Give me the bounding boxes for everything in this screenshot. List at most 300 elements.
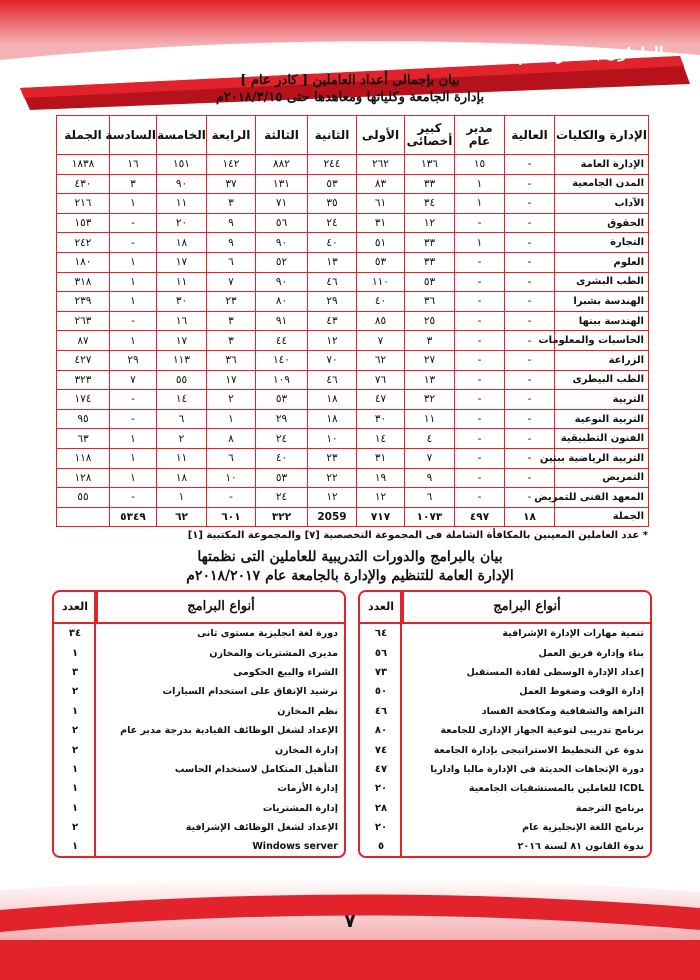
- programs-header-name: أنواع البرامج: [187, 599, 255, 614]
- count-cell: ١٧: [157, 252, 207, 272]
- count-cell: ١: [110, 468, 157, 488]
- unit-name-cell: المعهد الفنى للتمريض: [555, 488, 649, 508]
- count-cell: ٧: [207, 272, 256, 292]
- count-cell: ١٤٠: [256, 350, 308, 370]
- count-cell: ٣٣: [405, 174, 455, 194]
- table-row: [57, 252, 649, 272]
- count-cell: -: [455, 390, 505, 410]
- program-row: [360, 760, 650, 779]
- program-row: [360, 818, 650, 837]
- staff-table-header-cell: الثالثة: [256, 116, 308, 155]
- staff-table-header-cell: الجملة: [57, 116, 110, 155]
- count-cell: ٩٥: [57, 409, 110, 429]
- count-cell: ١١٠: [357, 272, 405, 292]
- count-cell: -: [455, 311, 505, 331]
- count-cell: ٣٢٢: [256, 507, 308, 527]
- table-row: [57, 468, 649, 488]
- program-count: ٥: [377, 841, 385, 853]
- count-cell: ٧: [405, 448, 455, 468]
- program-name: ترشيد الإنفاق على استخدام السيارات: [162, 686, 338, 698]
- programs-title-line1: بيان بالبرامج والدورات التدريبية للعاملين التى نظمتها: [197, 549, 503, 565]
- count-cell: ١٩: [357, 468, 405, 488]
- count-cell: -: [110, 311, 157, 331]
- unit-name-cell: التمريض: [555, 468, 649, 488]
- program-name: Windows server: [252, 841, 338, 853]
- count-cell: ٨: [207, 429, 256, 449]
- unit-name-cell: الزراعة: [555, 350, 649, 370]
- count-cell: ١٠٩: [256, 370, 308, 390]
- count-cell: ٥٣: [256, 390, 308, 410]
- count-cell: -: [455, 488, 505, 508]
- count-cell: ١: [110, 429, 157, 449]
- program-count: ٣٤: [68, 628, 82, 640]
- count-cell: ٨٥: [357, 311, 405, 331]
- count-cell: -: [110, 390, 157, 410]
- count-cell: -: [455, 213, 505, 233]
- program-count: ١: [71, 763, 79, 775]
- count-cell: -: [505, 331, 555, 351]
- programs-header: [54, 592, 344, 624]
- count-cell: ٣٢٣: [57, 370, 110, 390]
- count-cell: ٢: [207, 390, 256, 410]
- count-cell: ٧٦: [357, 370, 405, 390]
- program-row: [360, 799, 650, 818]
- programs-header-name: أنواع البرامج: [493, 599, 561, 614]
- count-cell: [57, 507, 110, 527]
- count-cell: ٥٥: [157, 370, 207, 390]
- count-cell: ٤٦: [308, 272, 357, 292]
- count-cell: ٦: [207, 252, 256, 272]
- count-cell: -: [505, 233, 555, 253]
- count-cell: -: [207, 488, 256, 508]
- staff-table-header-cell: الثانية: [308, 116, 357, 155]
- count-cell: -: [505, 468, 555, 488]
- count-cell: ٤٣: [308, 311, 357, 331]
- count-cell: -: [505, 213, 555, 233]
- program-name: برنامج اللغة الإنجليزية عام: [522, 822, 644, 834]
- program-count: ٥٠: [374, 686, 388, 698]
- count-cell: ٣٧: [207, 174, 256, 194]
- count-cell: ٨٨٢: [256, 155, 308, 175]
- count-cell: -: [505, 252, 555, 272]
- count-cell: ٢٠: [157, 213, 207, 233]
- count-cell: ٣: [207, 331, 256, 351]
- count-cell: ٢٤: [256, 429, 308, 449]
- program-name: مديرى المشتريات والمخازن: [209, 647, 338, 659]
- count-cell: ٣٦: [207, 350, 256, 370]
- count-cell: -: [110, 409, 157, 429]
- count-cell: ٦٢: [357, 350, 405, 370]
- count-cell: ٥٢: [256, 252, 308, 272]
- footnote: * عدد العاملين المعينين بالمكافأة الشاملة فى المجموعة التخصصية [٧] والمجموعة المكتبية [١]: [187, 530, 648, 541]
- program-name: برنامج الترجمة: [575, 802, 644, 814]
- header-year: ٢٠١٨/٢٠١٧: [59, 62, 134, 82]
- count-cell: ٢٥: [405, 311, 455, 331]
- program-row: [54, 837, 344, 856]
- count-cell: ٣٣: [405, 252, 455, 272]
- count-cell: ٨٧: [57, 331, 110, 351]
- program-row: [360, 663, 650, 682]
- table-row: [57, 448, 649, 468]
- count-cell: -: [505, 155, 555, 175]
- count-cell: ١٨: [505, 507, 555, 527]
- count-cell: -: [110, 488, 157, 508]
- table-row: [57, 155, 649, 175]
- count-cell: ١٤: [357, 429, 405, 449]
- count-cell: ١١: [157, 272, 207, 292]
- count-cell: ٢٣٩: [57, 292, 110, 312]
- count-cell: ١٧: [207, 370, 256, 390]
- count-cell: ٣٣: [405, 233, 455, 253]
- count-cell: ٢: [157, 429, 207, 449]
- program-name: دورة الإتجاهات الحديثة فى الإدارة ماليا واداريا: [430, 763, 644, 775]
- count-cell: ٩٠: [256, 233, 308, 253]
- unit-name-cell: الإدارة العامة: [555, 155, 649, 175]
- count-cell: ٣١: [357, 213, 405, 233]
- count-cell: ٧١٧: [357, 507, 405, 527]
- program-count: ١: [71, 705, 79, 717]
- count-cell: -: [455, 429, 505, 449]
- count-cell: -: [455, 409, 505, 429]
- program-name: إدارة الأزمات: [277, 783, 338, 795]
- count-cell: -: [505, 409, 555, 429]
- count-cell: ١٥١: [157, 155, 207, 175]
- count-cell: ٦: [405, 488, 455, 508]
- unit-name-cell: الحاسبات والمعلومات: [555, 331, 649, 351]
- count-cell: ٦: [207, 448, 256, 468]
- count-cell: ٢٩: [308, 292, 357, 312]
- staff-table-header-cell: الرابعة: [207, 116, 256, 155]
- count-cell: ٢٢: [308, 468, 357, 488]
- count-cell: ٤٠: [256, 448, 308, 468]
- count-cell: ٢٧: [405, 350, 455, 370]
- program-name: ICDL للعاملين بالمستشفيات الجامعية: [468, 783, 644, 795]
- count-cell: ١١: [157, 448, 207, 468]
- count-cell: ٦١: [357, 194, 405, 214]
- unit-name-cell: الجملة: [555, 507, 649, 527]
- count-cell: 2059: [308, 507, 357, 527]
- program-count: ٧٣: [374, 666, 388, 678]
- count-cell: -: [455, 448, 505, 468]
- count-cell: ٢٩: [110, 350, 157, 370]
- program-name: الشراء والبيع الحكومى: [233, 666, 338, 678]
- count-cell: ١١٣: [157, 350, 207, 370]
- count-cell: ٢٦٣: [57, 311, 110, 331]
- count-cell: ١٥: [455, 155, 505, 175]
- table-row: [57, 272, 649, 292]
- count-cell: ٥٦: [256, 213, 308, 233]
- staff-title-line2: بإدارة الجامعة وكلياتها ومعاهدها حتى ٢٠١٨/٣/١٥م: [215, 90, 485, 105]
- table-row: [57, 331, 649, 351]
- count-cell: ٢٣: [207, 292, 256, 312]
- unit-name-cell: الآداب: [555, 194, 649, 214]
- count-cell: ٨٠: [256, 292, 308, 312]
- count-cell: ١: [110, 448, 157, 468]
- count-cell: ٢٤٤: [308, 155, 357, 175]
- count-cell: ١٠: [308, 429, 357, 449]
- page-number: ٧: [344, 911, 356, 932]
- count-cell: ٤٩٧: [455, 507, 505, 527]
- count-cell: ٩٠: [256, 272, 308, 292]
- staff-table-body: [57, 155, 649, 527]
- count-cell: -: [455, 331, 505, 351]
- count-cell: ٤٢٧: [57, 350, 110, 370]
- program-name: دورة لغة انجليزية مستوى ثانى: [197, 628, 338, 640]
- count-cell: ٩: [207, 213, 256, 233]
- count-cell: -: [505, 174, 555, 194]
- program-count: ١: [71, 802, 79, 814]
- count-cell: ٢٤٢: [57, 233, 110, 253]
- program-row: [360, 779, 650, 798]
- count-cell: ٣: [207, 194, 256, 214]
- staff-table-header-cell: مدير عام: [455, 116, 505, 155]
- table-row: [57, 488, 649, 508]
- count-cell: ٣١٨: [57, 272, 110, 292]
- program-name: ندوة عن التخطيط الاستراتيجى بإدارة الجامعة: [433, 744, 644, 756]
- program-row: [54, 818, 344, 837]
- program-name: إعداد الإدارة الوسطى لقادة المستقبل: [466, 666, 644, 678]
- count-cell: ٥٣: [308, 174, 357, 194]
- count-cell: ٣٠: [357, 409, 405, 429]
- count-cell: ١٣: [405, 370, 455, 390]
- table-row: [57, 311, 649, 331]
- programs-header-count: العدد: [54, 592, 98, 622]
- program-count: ٥٦: [374, 647, 388, 659]
- count-cell: ٩: [207, 233, 256, 253]
- program-row: [54, 643, 344, 662]
- count-cell: ١١: [405, 409, 455, 429]
- program-row: [54, 779, 344, 798]
- program-count: ٢٠: [374, 783, 388, 795]
- count-cell: ١: [207, 409, 256, 429]
- count-cell: ٤٧: [357, 390, 405, 410]
- program-name: إدارة الوقت وضغوط العمل: [519, 686, 644, 698]
- count-cell: ٤: [405, 429, 455, 449]
- count-cell: ١٨: [157, 233, 207, 253]
- program-row: [54, 624, 344, 643]
- count-cell: ٦: [157, 409, 207, 429]
- count-cell: -: [455, 272, 505, 292]
- count-cell: ١٤: [157, 390, 207, 410]
- count-cell: ٢٣: [308, 448, 357, 468]
- count-cell: ١٨: [308, 390, 357, 410]
- count-cell: ٣١: [357, 448, 405, 468]
- unit-name-cell: التربية النوعية: [555, 409, 649, 429]
- count-cell: ٨٣: [357, 174, 405, 194]
- count-cell: -: [455, 350, 505, 370]
- count-cell: ٣: [405, 331, 455, 351]
- count-cell: ١: [110, 292, 157, 312]
- program-row: [360, 643, 650, 662]
- count-cell: -: [505, 429, 555, 449]
- count-cell: ١: [110, 194, 157, 214]
- count-cell: ٥١: [357, 233, 405, 253]
- count-cell: -: [110, 213, 157, 233]
- count-cell: -: [110, 233, 157, 253]
- count-cell: ١: [455, 233, 505, 253]
- count-cell: -: [505, 370, 555, 390]
- program-count: ٧٤: [374, 744, 388, 756]
- program-name: برنامج تدريبى لتوعية الجهاز الإدارى للجامعة: [440, 725, 644, 737]
- programs-title-line2: الإدارة العامة للتنظيم والإدارة بالجامعة عام ٢٠١٨/٢٠١٧م: [186, 568, 514, 584]
- count-cell: ١٨: [157, 468, 207, 488]
- count-cell: ٧١: [256, 194, 308, 214]
- count-cell: ١: [110, 331, 157, 351]
- count-cell: ١٣: [308, 252, 357, 272]
- unit-name-cell: التجارة: [555, 233, 649, 253]
- count-cell: -: [455, 370, 505, 390]
- program-count: ٢: [71, 744, 79, 756]
- count-cell: ٥٣: [405, 272, 455, 292]
- count-cell: -: [505, 272, 555, 292]
- count-cell: ١٢: [308, 331, 357, 351]
- program-row: [54, 799, 344, 818]
- program-row: [360, 837, 650, 856]
- program-count: ٤٦: [374, 705, 388, 717]
- program-name: إدارة المخازن: [275, 744, 338, 756]
- program-row: [54, 721, 344, 740]
- count-cell: ١٧: [157, 331, 207, 351]
- program-count: ١: [71, 783, 79, 795]
- count-cell: ٥٣٤٩: [110, 507, 157, 527]
- table-row: [57, 213, 649, 233]
- count-cell: ١٢: [308, 488, 357, 508]
- count-cell: ١٨: [308, 409, 357, 429]
- program-count: ٢٨: [374, 802, 388, 814]
- header-title: العاملون بالكادر العام: [517, 44, 665, 66]
- count-cell: ٣٢: [405, 390, 455, 410]
- program-row: [54, 760, 344, 779]
- count-cell: -: [505, 292, 555, 312]
- count-cell: ١٣٦: [405, 155, 455, 175]
- programs-box-right: [358, 590, 652, 858]
- staff-table: [56, 115, 649, 527]
- count-cell: ٥٥: [57, 488, 110, 508]
- count-cell: -: [455, 252, 505, 272]
- count-cell: ٤٦: [308, 370, 357, 390]
- table-row: [57, 350, 649, 370]
- programs-section: [52, 590, 652, 858]
- program-count: ٢: [71, 725, 79, 737]
- programs-header: [360, 592, 650, 624]
- count-cell: ٦٣: [57, 429, 110, 449]
- count-cell: ٢٦٢: [357, 155, 405, 175]
- staff-title-line1: بيان بإجمالى أعداد العاملين [ كادر عام ]: [240, 73, 460, 88]
- count-cell: ٦٢: [157, 507, 207, 527]
- count-cell: ٤٠: [308, 233, 357, 253]
- count-cell: ١٦: [157, 311, 207, 331]
- unit-name-cell: التربية الرياضية ببنين: [555, 448, 649, 468]
- count-cell: ٩١: [256, 311, 308, 331]
- unit-name-cell: الفنون التطبيقية: [555, 429, 649, 449]
- count-cell: ٤٣٠: [57, 174, 110, 194]
- staff-table-header-cell: كبير أخصائى: [405, 116, 455, 155]
- program-row: [54, 682, 344, 701]
- count-cell: ٧: [357, 331, 405, 351]
- count-cell: ١٢: [405, 213, 455, 233]
- programs-header-count: العدد: [360, 592, 404, 622]
- count-cell: ١٢: [357, 488, 405, 508]
- count-cell: ٧: [110, 370, 157, 390]
- unit-name-cell: الطب البيطرى: [555, 370, 649, 390]
- count-cell: ٣٤: [405, 194, 455, 214]
- count-cell: ١٤٢: [207, 155, 256, 175]
- count-cell: ١: [110, 272, 157, 292]
- count-cell: -: [505, 350, 555, 370]
- program-name: الإعداد لشغل الوظائف الإشرافية: [185, 822, 338, 834]
- count-cell: ٢٤: [256, 488, 308, 508]
- count-cell: ٩: [405, 468, 455, 488]
- program-name: نظم المخازن: [277, 705, 338, 717]
- program-count: ٢: [71, 686, 79, 698]
- count-cell: ٤٤: [256, 331, 308, 351]
- unit-name-cell: المدن الجامعية: [555, 174, 649, 194]
- count-cell: -: [455, 292, 505, 312]
- count-cell: -: [505, 311, 555, 331]
- count-cell: ١١: [157, 194, 207, 214]
- count-cell: -: [505, 390, 555, 410]
- unit-name-cell: التربية: [555, 390, 649, 410]
- program-count: ١: [71, 841, 79, 853]
- unit-name-cell: العلوم: [555, 252, 649, 272]
- count-cell: ٦٠١: [207, 507, 256, 527]
- table-row: [57, 409, 649, 429]
- count-cell: ١: [455, 174, 505, 194]
- count-cell: ٧٠: [308, 350, 357, 370]
- count-cell: ١٨٠: [57, 252, 110, 272]
- program-row: [360, 702, 650, 721]
- program-count: ٨٠: [374, 725, 388, 737]
- count-cell: ٣٥: [308, 194, 357, 214]
- table-row: [57, 370, 649, 390]
- count-cell: ١٠: [207, 468, 256, 488]
- count-cell: ٩٠: [157, 174, 207, 194]
- programs-box-left: [52, 590, 346, 858]
- program-count: ٤٧: [374, 763, 388, 775]
- program-row: [360, 624, 650, 643]
- program-name: ندوة القانون ٨١ لسنة ٢٠١٦: [517, 841, 644, 853]
- count-cell: ١: [157, 488, 207, 508]
- count-cell: ٣٦: [405, 292, 455, 312]
- program-row: [54, 702, 344, 721]
- count-cell: ٣٠: [157, 292, 207, 312]
- program-row: [360, 682, 650, 701]
- programs-title: [60, 548, 640, 586]
- program-name: النزاهة والشفافية ومكافحة الفساد: [481, 705, 644, 717]
- table-row: [57, 390, 649, 410]
- program-name: التأهيل المتكامل لاستخدام الحاسب: [174, 763, 338, 775]
- program-row: [54, 663, 344, 682]
- count-cell: ١٢٨: [57, 468, 110, 488]
- unit-name-cell: الحقوق: [555, 213, 649, 233]
- unit-name-cell: الهندسة بشبرا: [555, 292, 649, 312]
- program-count: ٣: [71, 666, 79, 678]
- staff-table-header: [57, 116, 649, 155]
- staff-table-title: [70, 72, 630, 106]
- count-cell: ١: [455, 194, 505, 214]
- staff-table-header-cell: العالية: [505, 116, 555, 155]
- count-cell: -: [505, 488, 555, 508]
- unit-name-cell: الهندسة ببنها: [555, 311, 649, 331]
- program-count: ١: [71, 647, 79, 659]
- table-total-row: [57, 507, 649, 527]
- program-count: ٦٤: [374, 628, 388, 640]
- count-cell: ٢١٦: [57, 194, 110, 214]
- count-cell: -: [455, 468, 505, 488]
- table-row: [57, 429, 649, 449]
- program-row: [360, 721, 650, 740]
- count-cell: ٢٩: [256, 409, 308, 429]
